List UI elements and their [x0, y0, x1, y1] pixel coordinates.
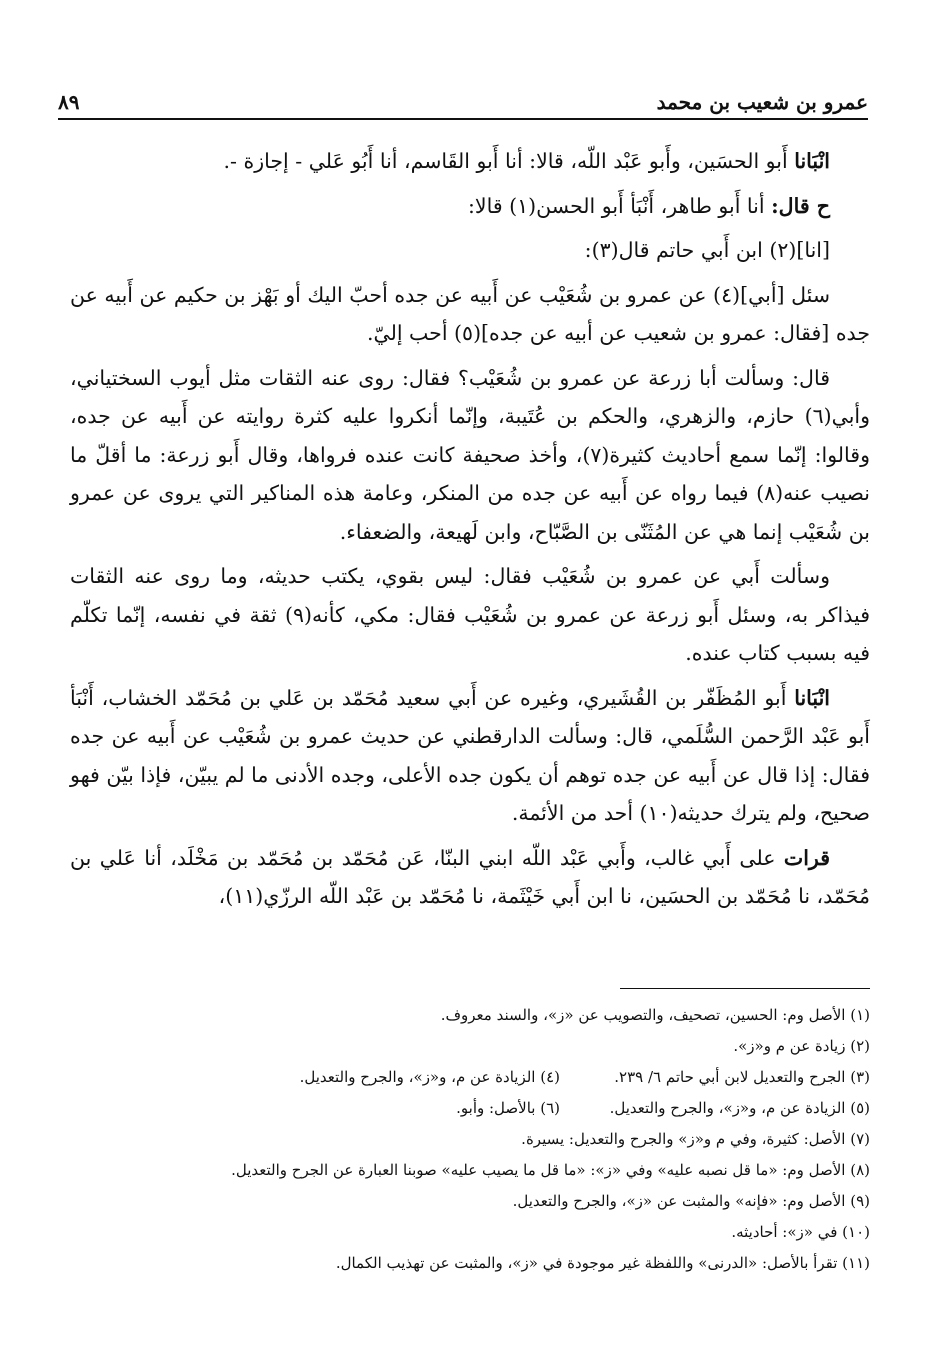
footnote-row [70, 1093, 870, 1124]
footnote: (٢) زيادة عن م و«ز». [733, 1037, 870, 1055]
page-header [58, 80, 868, 120]
footnote: (٧) الأصل: كثيرة، وفي م و«ز» والجرح والتعديل: يسيرة. [521, 1130, 870, 1148]
footnote: (٤) الزيادة عن م، و«ز»، والجرح والتعديل. [299, 1068, 560, 1086]
footnote-separator [620, 988, 870, 989]
paragraph [70, 679, 870, 833]
footnote: (١) الأصل وم: الحسين، تصحيف، والتصويب عن «ز»، والسند معروف. [440, 1006, 870, 1024]
footnote-row [70, 1062, 870, 1093]
paragraph-text: قال: وسألت أبا زرعة عن عمرو بن شُعَيْب؟ فقال: روى عنه الثقات مثل أيوب السختياني، وأبي(٦) حازم، والزهري، والحكم بن عُتَيبة، وإنّما أنكروا عليه كثرة روايته عن أَبيه عن جده، وقالوا: إنّما سمع أحاديث كثيرة(٧)، وأخذ صحيفة كانت عنده فرواها، وقال أَبو زرعة: ما أقلّ ما نصيب عنه(٨) فيما رواه عن أَبيه عن جده من المنكر، وعامة هذه المناكير التي يروى عن عمرو بن شُعَيْب إنما هي عن المُثَنّى بن الصَّبّاح، وابن لَهيعة، والضعفاء. [70, 365, 870, 544]
footnote: (٥) الزيادة عن م، و«ز»، والجرح والتعديل. [609, 1099, 870, 1117]
paragraph [70, 359, 870, 552]
footnote: (٩) الأصل وم: «فإنه» والمثبت عن «ز»، والجرح والتعديل. [512, 1192, 870, 1210]
keyword: قرات [783, 845, 830, 870]
footnote: (٨) الأصل وم: «ما قل نصبه عليه» وفي «ز»: «ما قل ما يصيب عليه» صوبنا العبارة عن الجرح والتعديل. [231, 1161, 870, 1179]
footnote: (١١) تقرأ بالأصل: «الدرنى» واللفظة غير موجودة في «ز»، والمثبت عن تهذيب الكمال. [335, 1254, 870, 1272]
footnotes [70, 1000, 870, 1279]
paragraph-text: أَبو الحسَين، وأَبو عَبْد اللّه، قالا: أنا أَبو القَاسم، أنا أَبُو عَلي - إجازة -. [223, 149, 795, 173]
paragraph-text: أنا أَبو طاهر، أَنْبَأ أَبو الحسن(١) قالا: [467, 193, 772, 218]
paragraph-text: أَبو المُظَفّر بن القُشَيري، وغيره عن أَبي سعيد مُحَمّد بن عَلي بن مُحَمّد الخشاب، أَنْبَأ أَبو عَبْد الرَّحمن السُّلَمي، قال: وسألت الدارقطني عن حديث عمرو بن شُعَيْب عن أَبيه عن جده فقال: إذا قال عن أَبيه عن جده توهم أن يكون جده الأعلى، وجده الأدنى ما لم يبيّن، فإذا بيّن فهو صحيح، ولم يترك حديثه(١٠) أحد من الأئمة. [70, 685, 870, 825]
paragraph [70, 231, 870, 270]
footnote: (٦) بالأصل: وأبو. [456, 1099, 560, 1117]
running-title: عمرو بن شعيب بن محمد [656, 90, 868, 114]
paragraph-text: سئل [أبي](٤) عن عمرو بن شُعَيْب عن أَبيه عن جده أحبّ اليك أو بَهْز بن حكيم عن أَبيه عن جده [فقال: عمرو بن شعيب عن أبيه عن جده](٥) أحب إليّ. [70, 282, 870, 345]
main-text [70, 142, 870, 922]
paragraph [70, 557, 870, 673]
page-number: ٨٩ [58, 90, 80, 114]
paragraph-text: على أَبي غالب، وأَبي عَبْد اللّه ابني البنّا، عَن مُحَمّد بن مُحَمّد بن مَخْلَد، أنا عَلي بن مُحَمّد، نا مُحَمّد بن الحسَين، نا ابن أَبي خَيْثَمة، نا مُحَمّد بن عَبْد اللّه الرزّي(١١)، [70, 845, 870, 908]
paragraph [70, 276, 870, 353]
paragraph [70, 187, 870, 226]
footnote: (١٠) في «ز»: أحاديثه. [731, 1223, 870, 1241]
keyword: انْبَانا [794, 685, 830, 710]
keyword: انْبَانا [794, 149, 830, 173]
paragraph-text: وسألت أَبي عن عمرو بن شُعَيْب فقال: ليس بقوي، يكتب حديثه، وما روى عنه الثقات فيذاكر به، وسئل أَبو زرعة عن عمرو بن شُعَيْب فقال: مكي، كأنه(٩) ثقة في نفسه، إنّما تكلّم فيه بسبب كتاب عنده. [70, 564, 870, 665]
keyword: ح قال: [771, 193, 830, 218]
paragraph [70, 839, 870, 916]
footnote: (٣) الجرح والتعديل لابن أبي حاتم ٦/ ٢٣٩. [614, 1068, 870, 1086]
paragraph [70, 142, 870, 181]
paragraph-text: [انا](٢) ابن أَبي حاتم قال(٣): [584, 238, 830, 262]
